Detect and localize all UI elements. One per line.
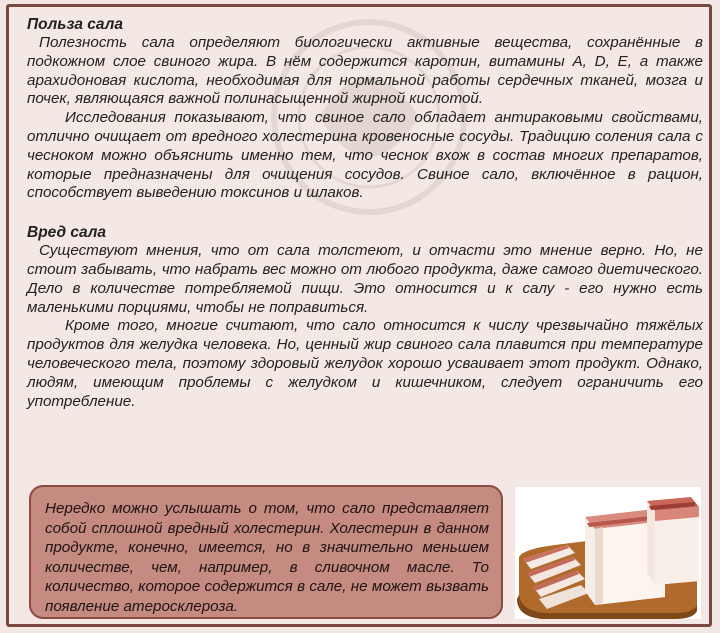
salo-on-cutting-board-photo xyxy=(515,487,701,619)
harm-paragraph-1: Существуют мнения, что от сала толстеют, и отчасти это мнение верно. Но, не стоит забывать, что набрать вес можно от любого продукта, даже самого диетического. Дело в количестве потребляемой пищи. Это относится и к салу - его нужно есть маленькими порциями, чтобы не поправиться. xyxy=(27,242,703,316)
cholesterol-callout: Нередко можно услышать о том, что сало представляет собой сплошной вредный холестерин. Холестерин в данном продукте, конечно, имеется, но в значительно меньшем количестве, чем, например, в сливочном масле. То количество, которое содержится в сале, не может вызвать появление атеросклероза. xyxy=(29,485,503,619)
bottom-row xyxy=(27,485,703,621)
benefit-paragraph-1: Полезность сала определяют биологически активные вещества, сохранённые в подкожном слое свиного жира. В нём содержится каротин, витамины A, D, E, а также арахидоновая кислота, необходимая для нормальной работы сердечных тканей, мозга и почек, являющаяся важной полинасыщенной жирной кислотой. xyxy=(27,34,703,108)
article-text xyxy=(27,15,703,411)
section-heading-harm: Вред сала xyxy=(27,224,107,242)
section-heading-benefit: Польза сала xyxy=(27,16,123,33)
article-page xyxy=(6,4,712,627)
benefit-paragraph-2: Исследования показывают, что свиное сало обладает антираковыми свойствами, отлично очищает от вредного холестерина кровеносные сосуды. Традицию соления сала с чесноком можно объяснить именно тем, что чеснок вхож в состав многих препаратов, которые предназначены для очищения сосудов. Свиное сало, включённое в рацион, способствует выведению токсинов и шлаков. xyxy=(27,109,703,202)
harm-paragraph-2: Кроме того, многие считают, что сало относится к числу чрезвычайно тяжёлых продуктов для желудка человека. Но, ценный жир свиного сала плавится при температуре человеческого тела, поэтому здоровый желудок хорошо усваивает этот продукт. Однако, людям, имеющим проблемы с желудком и кишечником, следует ограничить его употребление. xyxy=(27,317,703,410)
